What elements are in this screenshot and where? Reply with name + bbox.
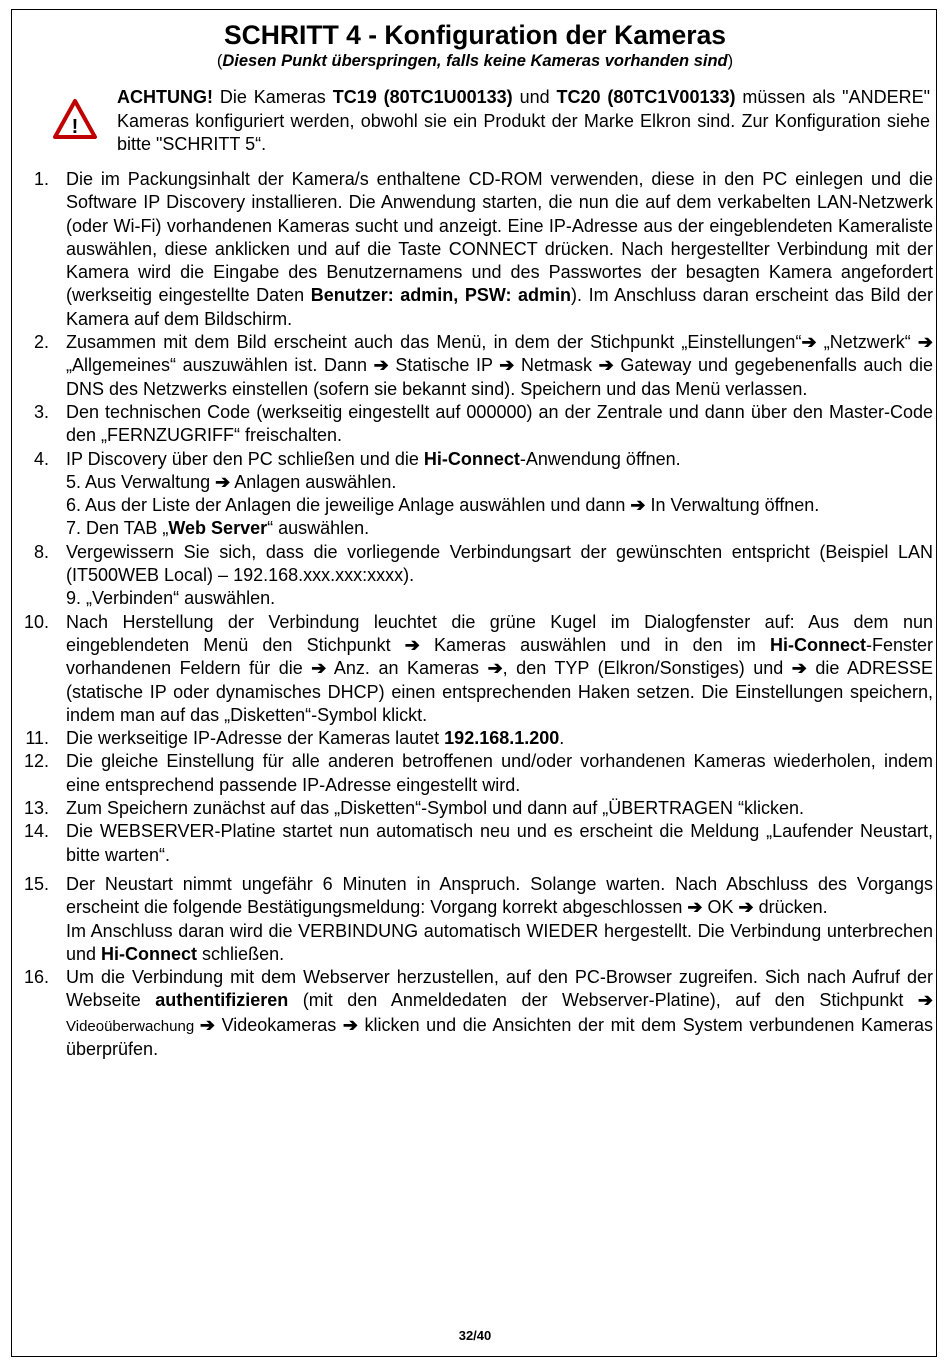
warning-triangle-icon [52, 98, 98, 140]
list-item: 14. Die WEBSERVER-Platine startet nun automatisch neu und es erscheint die Meldung „Laufender Neustart, bitte warten“. [20, 820, 933, 867]
item-number: 14. [23, 821, 49, 842]
arrow-right-icon: ➔ [404, 634, 420, 655]
item-number: 4. [33, 448, 49, 469]
instruction-list [20, 168, 933, 1061]
item-number: 11. [25, 728, 49, 749]
arrow-right-icon: ➔ [598, 355, 614, 376]
page-number: 32/40 [458, 1328, 492, 1343]
arrow-right-icon: ➔ [738, 897, 754, 918]
list-item: 13. Zum Speichern zunächst auf das „Disketten“-Symbol und dann auf „ÜBERTRAGEN “klicken. [20, 797, 933, 820]
list-item: 16. Um die Verbindung mit dem Webserver herzustellen, auf den PC-Browser zugreifen. Sich nach Aufruf der Webseite authentifizieren (mit den Anmeldedaten der Webserver-Platine), auf den Stichpunkt ➔ Videoüberwachung ➔ Videokameras ➔ klicken und die Ansichten der mit dem System verbundenen Kameras überprüfen. [20, 966, 933, 1061]
arrow-right-icon: ➔ [373, 355, 389, 376]
sub-item: 9. „Verbinden“ auswählen. [66, 588, 276, 609]
arrow-right-icon: ➔ [311, 658, 327, 679]
arrow-right-icon: ➔ [199, 1014, 215, 1035]
arrow-right-icon: ➔ [687, 897, 703, 918]
list-item: 4. IP Discovery über den PC schließen und die Hi-Connect-Anwendung öffnen. [20, 448, 933, 471]
item-number: 12. [23, 751, 49, 772]
list-item: 10. Nach Herstellung der Verbindung leuchtet die grüne Kugel im Dialogfenster auf: Aus dem nun eingeblendeten Menü den Stichpunkt ➔ Kameras auswählen und in den im Hi-Connect-Fenster vorhandenen Feldern für die ➔ Anz. an Kameras ➔, den TYP (Elkron/Sonstiges) und ➔ die ADRESSE (statische IP oder dynamisches DHCP) einen entsprechenden Haken setzen. Die Einstellungen speichern, indem man auf das „Disketten“-Symbol klickt. [20, 611, 933, 727]
list-item: 11. Die werkseitige IP-Adresse der Kameras lautet 192.168.1.200. [20, 727, 933, 750]
list-item: 15. Der Neustart nimmt ungefähr 6 Minuten in Anspruch. Solange warten. Nach Abschluss des Vorgangs erscheint die folgende Bestätigungsmeldung: Vorgang korrekt abgeschlossen ➔ OK ➔ drücken. Im Anschluss daran wird die VERBINDUNG automatisch WIEDER hergestellt. Die Verbindung unterbrechen und Hi-Connect schließen. [20, 873, 933, 966]
item-number: 2. [33, 332, 49, 353]
arrow-right-icon: ➔ [215, 471, 231, 492]
list-item: 2. Zusammen mit dem Bild erscheint auch das Menü, in dem der Stichpunkt „Einstellungen“➔ „Netzwerk“ ➔ „Allgemeines“ auszuwählen ist. Dann ➔ Statische IP ➔ Netmask ➔ Gateway und gegebenenfalls auch die DNS des Netzwerks einstellen (sofern sie bekannt sind). Speichern und das Menü verlassen. [20, 331, 933, 401]
item-number: 13. [23, 798, 49, 819]
list-item: 8. Vergewissern Sie sich, dass die vorliegende Verbindungsart der gewünschten entspricht (Beispiel LAN (IT500WEB Local) – 192.168.xxx.xxx:xxxx). [20, 541, 933, 588]
arrow-right-icon: ➔ [487, 658, 503, 679]
warning-note: ACHTUNG! Die Kameras TC19 (80TC1U00133) und TC20 (80TC1V00133) müssen als "ANDERE" Kameras konfiguriert werden, obwohl sie ein Produkt der Marke Elkron sind. Zur Konfiguration siehe bitte "SCHRITT 5“. [117, 87, 930, 154]
page-subtitle: (Diesen Punkt überspringen, falls keine Kameras vorhanden sind) [216, 52, 734, 70]
arrow-right-icon: ➔ [342, 1014, 358, 1035]
item-number: 10. [23, 611, 49, 632]
arrow-right-icon: ➔ [791, 658, 807, 679]
sub-item: 6. Aus der Liste der Anlagen die jeweilige Anlage auswählen und dann ➔ In Verwaltung öffnen. [66, 495, 820, 516]
arrow-right-icon: ➔ [801, 332, 817, 353]
arrow-right-icon: ➔ [917, 990, 933, 1011]
item-number: 1. [33, 169, 49, 189]
sub-item: 7. Den TAB „Web Server“ auswählen. [66, 518, 370, 539]
list-item: 3. Den technischen Code (werkseitig eingestellt auf 000000) an der Zentrale und dann über den Master-Code den „FERNZUGRIFF“ freischalten. [20, 401, 933, 448]
list-item: 12. Die gleiche Einstellung für alle anderen betroffenen und/oder vorhandenen Kameras wiederholen, indem eine entsprechend passende IP-Adresse eingestellt wird. [20, 750, 933, 797]
item-number: 8. [33, 541, 49, 562]
item-number: 15. [23, 873, 49, 894]
arrow-right-icon: ➔ [630, 495, 646, 516]
sub-item: 5. Aus Verwaltung ➔ Anlagen auswählen. [66, 471, 397, 492]
arrow-right-icon: ➔ [499, 355, 515, 376]
item-number: 16. [23, 967, 49, 988]
arrow-right-icon: ➔ [917, 332, 933, 353]
page-title: SCHRITT 4 - Konfiguration der Kameras [223, 20, 727, 50]
svg-text:!: ! [71, 116, 79, 138]
list-item: 1. Die im Packungsinhalt der Kamera/s enthaltene CD-ROM verwenden, diese in den PC einlegen und die Software IP Discovery installieren. Die Anwendung starten, die nun die auf dem verkabelten LAN-Netzwerk (oder Wi-Fi) vorhandenen Kameras sucht und anzeigt. Eine IP-Adresse aus der eingeblendeten Kameraliste auswählen, diese anklicken und auf die Taste CONNECT drücken. Nach hergestellter Verbindung mit der Kamera wird die Eingabe des Benutzernamens und des Passwortes der besagten Kamera angefordert (werkseitig eingestellte Daten Benutzer: admin, PSW: admin). Im Anschluss daran erscheint das Bild der Kamera auf dem Bildschirm. [20, 168, 933, 331]
item-number: 3. [33, 401, 49, 422]
